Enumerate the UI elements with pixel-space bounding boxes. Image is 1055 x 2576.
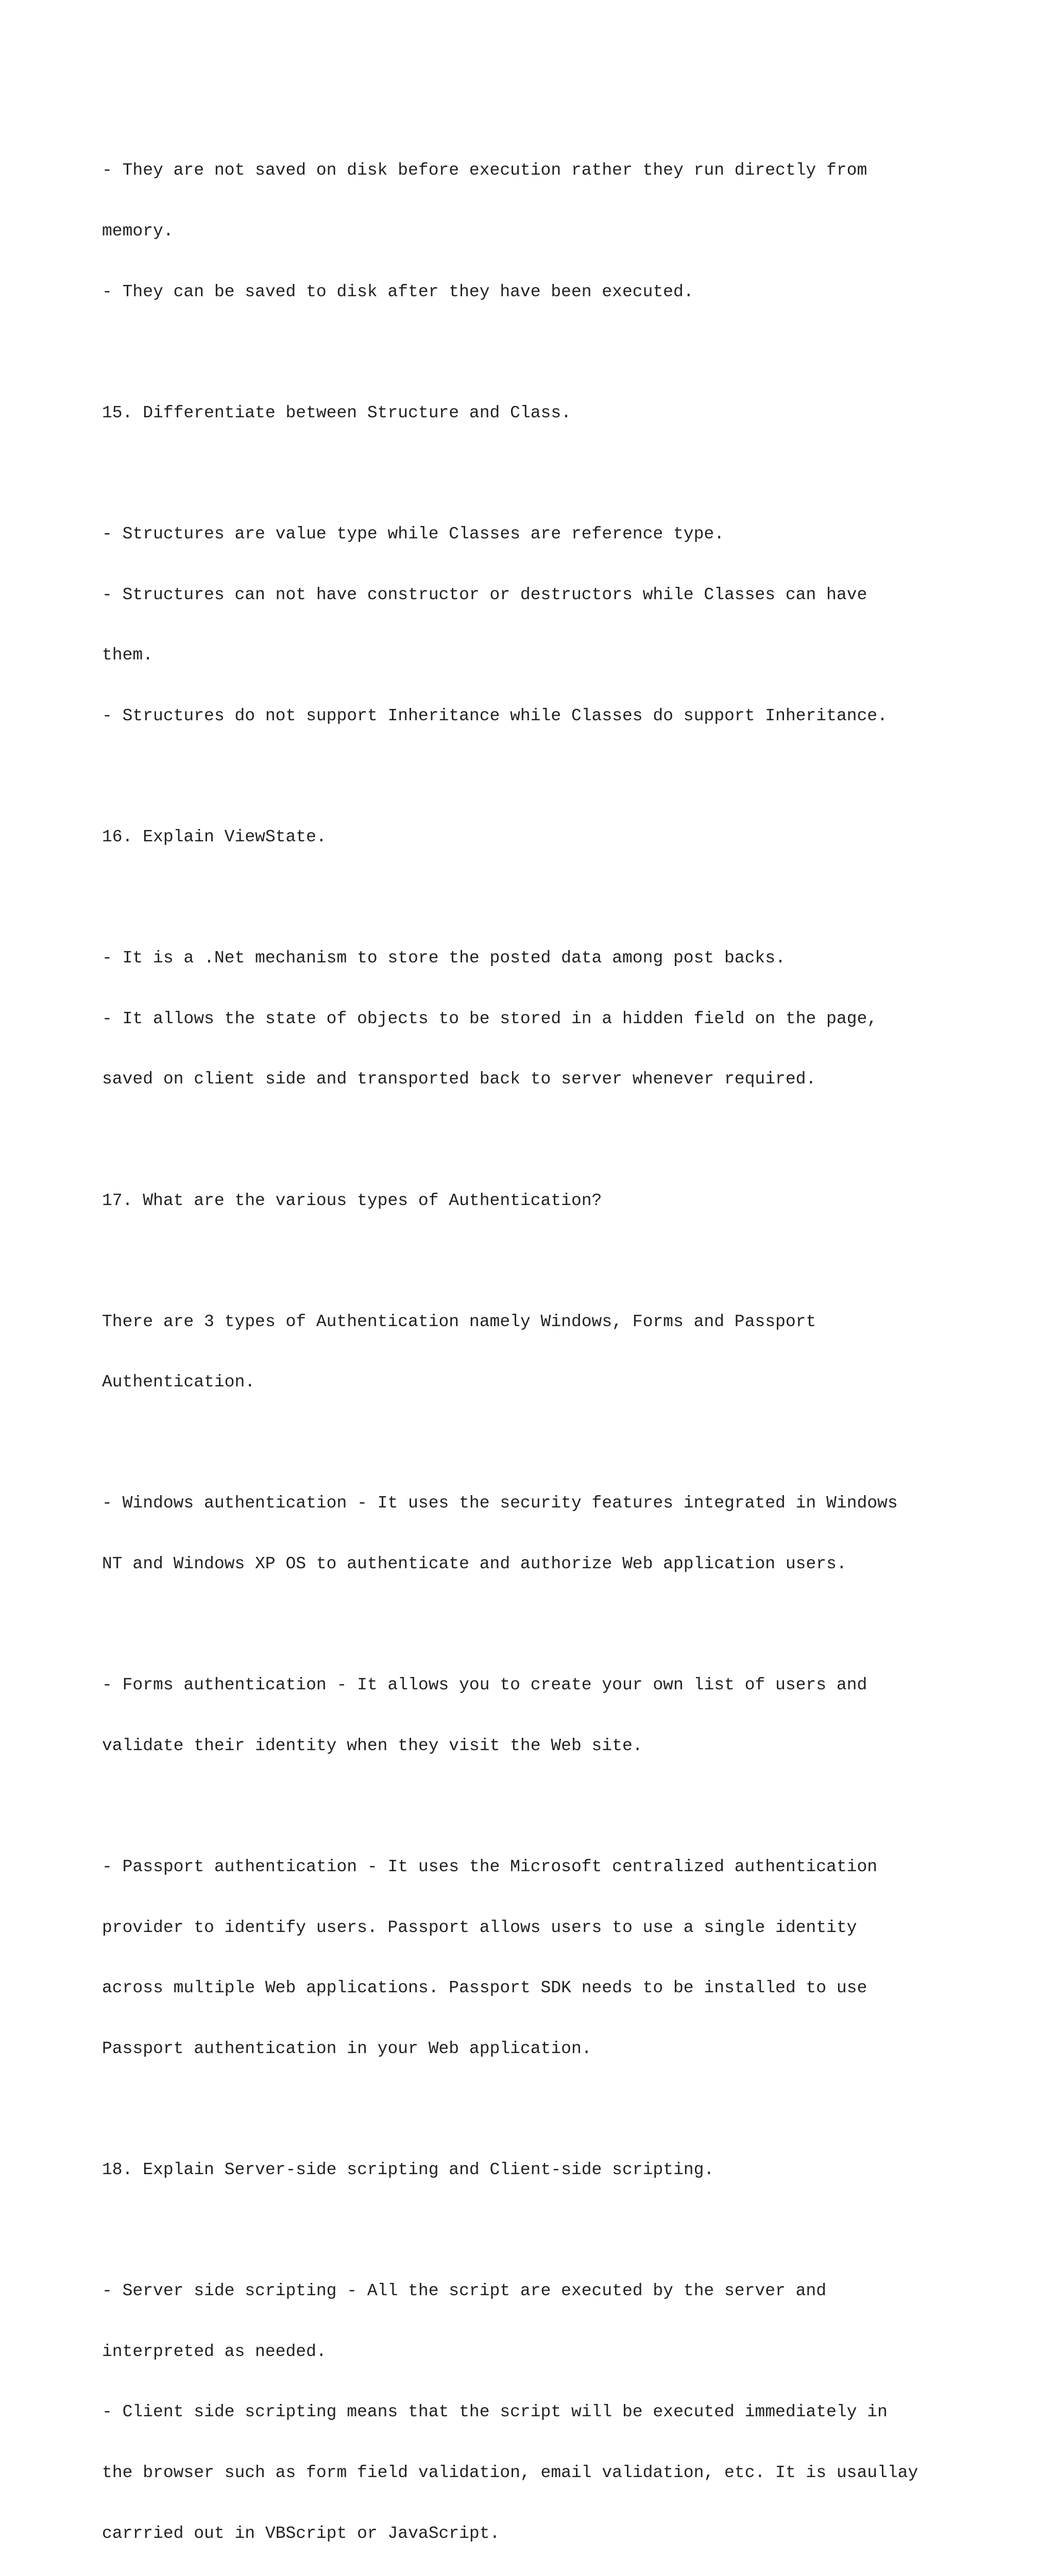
text-line: the browser such as form field validation, email validation, etc. It is usaullay xyxy=(102,2463,918,2482)
blank-line xyxy=(102,2221,973,2241)
text-line: - Forms authentication - It allows you to create your own list of users and xyxy=(102,1675,867,1695)
text-line: memory. xyxy=(102,222,174,241)
text-line: provider to identify users. Passport allows users to use a single identity xyxy=(102,1918,857,1937)
question-heading: 15. Differentiate between Structure and Class. xyxy=(102,403,571,422)
text-line: saved on client side and transported back to server whenever required. xyxy=(102,1070,816,1089)
text-line: - It is a .Net mechanism to store the posted data among post backs. xyxy=(102,948,786,968)
text-line: NT and Windows XP OS to authenticate and authorize Web application users. xyxy=(102,1554,847,1574)
text-line: carrried out in VBScript or JavaScript. xyxy=(102,2523,500,2543)
blank-line xyxy=(102,342,973,362)
text-line: interpreted as needed. xyxy=(102,2342,327,2361)
text-line: There are 3 types of Authentication namely Windows, Forms and Passport xyxy=(102,1312,816,1331)
text-line: Authentication. xyxy=(102,1372,256,1392)
text-line: them. xyxy=(102,646,154,665)
text-line: - It allows the state of objects to be stored in a hidden field on the page, xyxy=(102,1009,878,1028)
text-line: - Windows authentication - It uses the security features integrated in Windows xyxy=(102,1494,898,1513)
blank-line xyxy=(102,2099,973,2119)
blank-line xyxy=(102,1130,973,1150)
document-body xyxy=(102,120,973,2576)
text-line: - Structures are value type while Classes are reference type. xyxy=(102,524,724,544)
text-line: - Structures can not have constructor or destructors while Classes can have xyxy=(102,585,867,604)
text-line: Passport authentication in your Web application. xyxy=(102,2039,592,2058)
blank-line xyxy=(102,463,973,483)
question-heading: 17. What are the various types of Authentication? xyxy=(102,1191,602,1210)
text-line: - Structures do not support Inheritance while Classes do support Inheritance. xyxy=(102,706,888,725)
blank-line xyxy=(102,1796,973,1816)
question-heading: 18. Explain Server-side scripting and Client-side scripting. xyxy=(102,2160,714,2179)
blank-line xyxy=(102,1433,973,1453)
question-heading: 16. Explain ViewState. xyxy=(102,827,327,846)
text-line: validate their identity when they visit the Web site. xyxy=(102,1736,643,1755)
blank-line xyxy=(102,888,973,908)
text-line: - They are not saved on disk before execution rather they run directly from xyxy=(102,161,867,180)
text-line: - Client side scripting means that the script will be executed immediately in xyxy=(102,2402,888,2422)
text-line: across multiple Web applications. Passport SDK needs to be installed to use xyxy=(102,1978,867,1998)
text-line: - They can be saved to disk after they have been executed. xyxy=(102,282,694,301)
blank-line xyxy=(102,1615,973,1635)
blank-line xyxy=(102,1251,973,1271)
text-line: - Server side scripting - All the script are executed by the server and xyxy=(102,2281,827,2301)
blank-line xyxy=(102,766,973,786)
text-line: - Passport authentication - It uses the Microsoft centralized authentication xyxy=(102,1857,878,1877)
